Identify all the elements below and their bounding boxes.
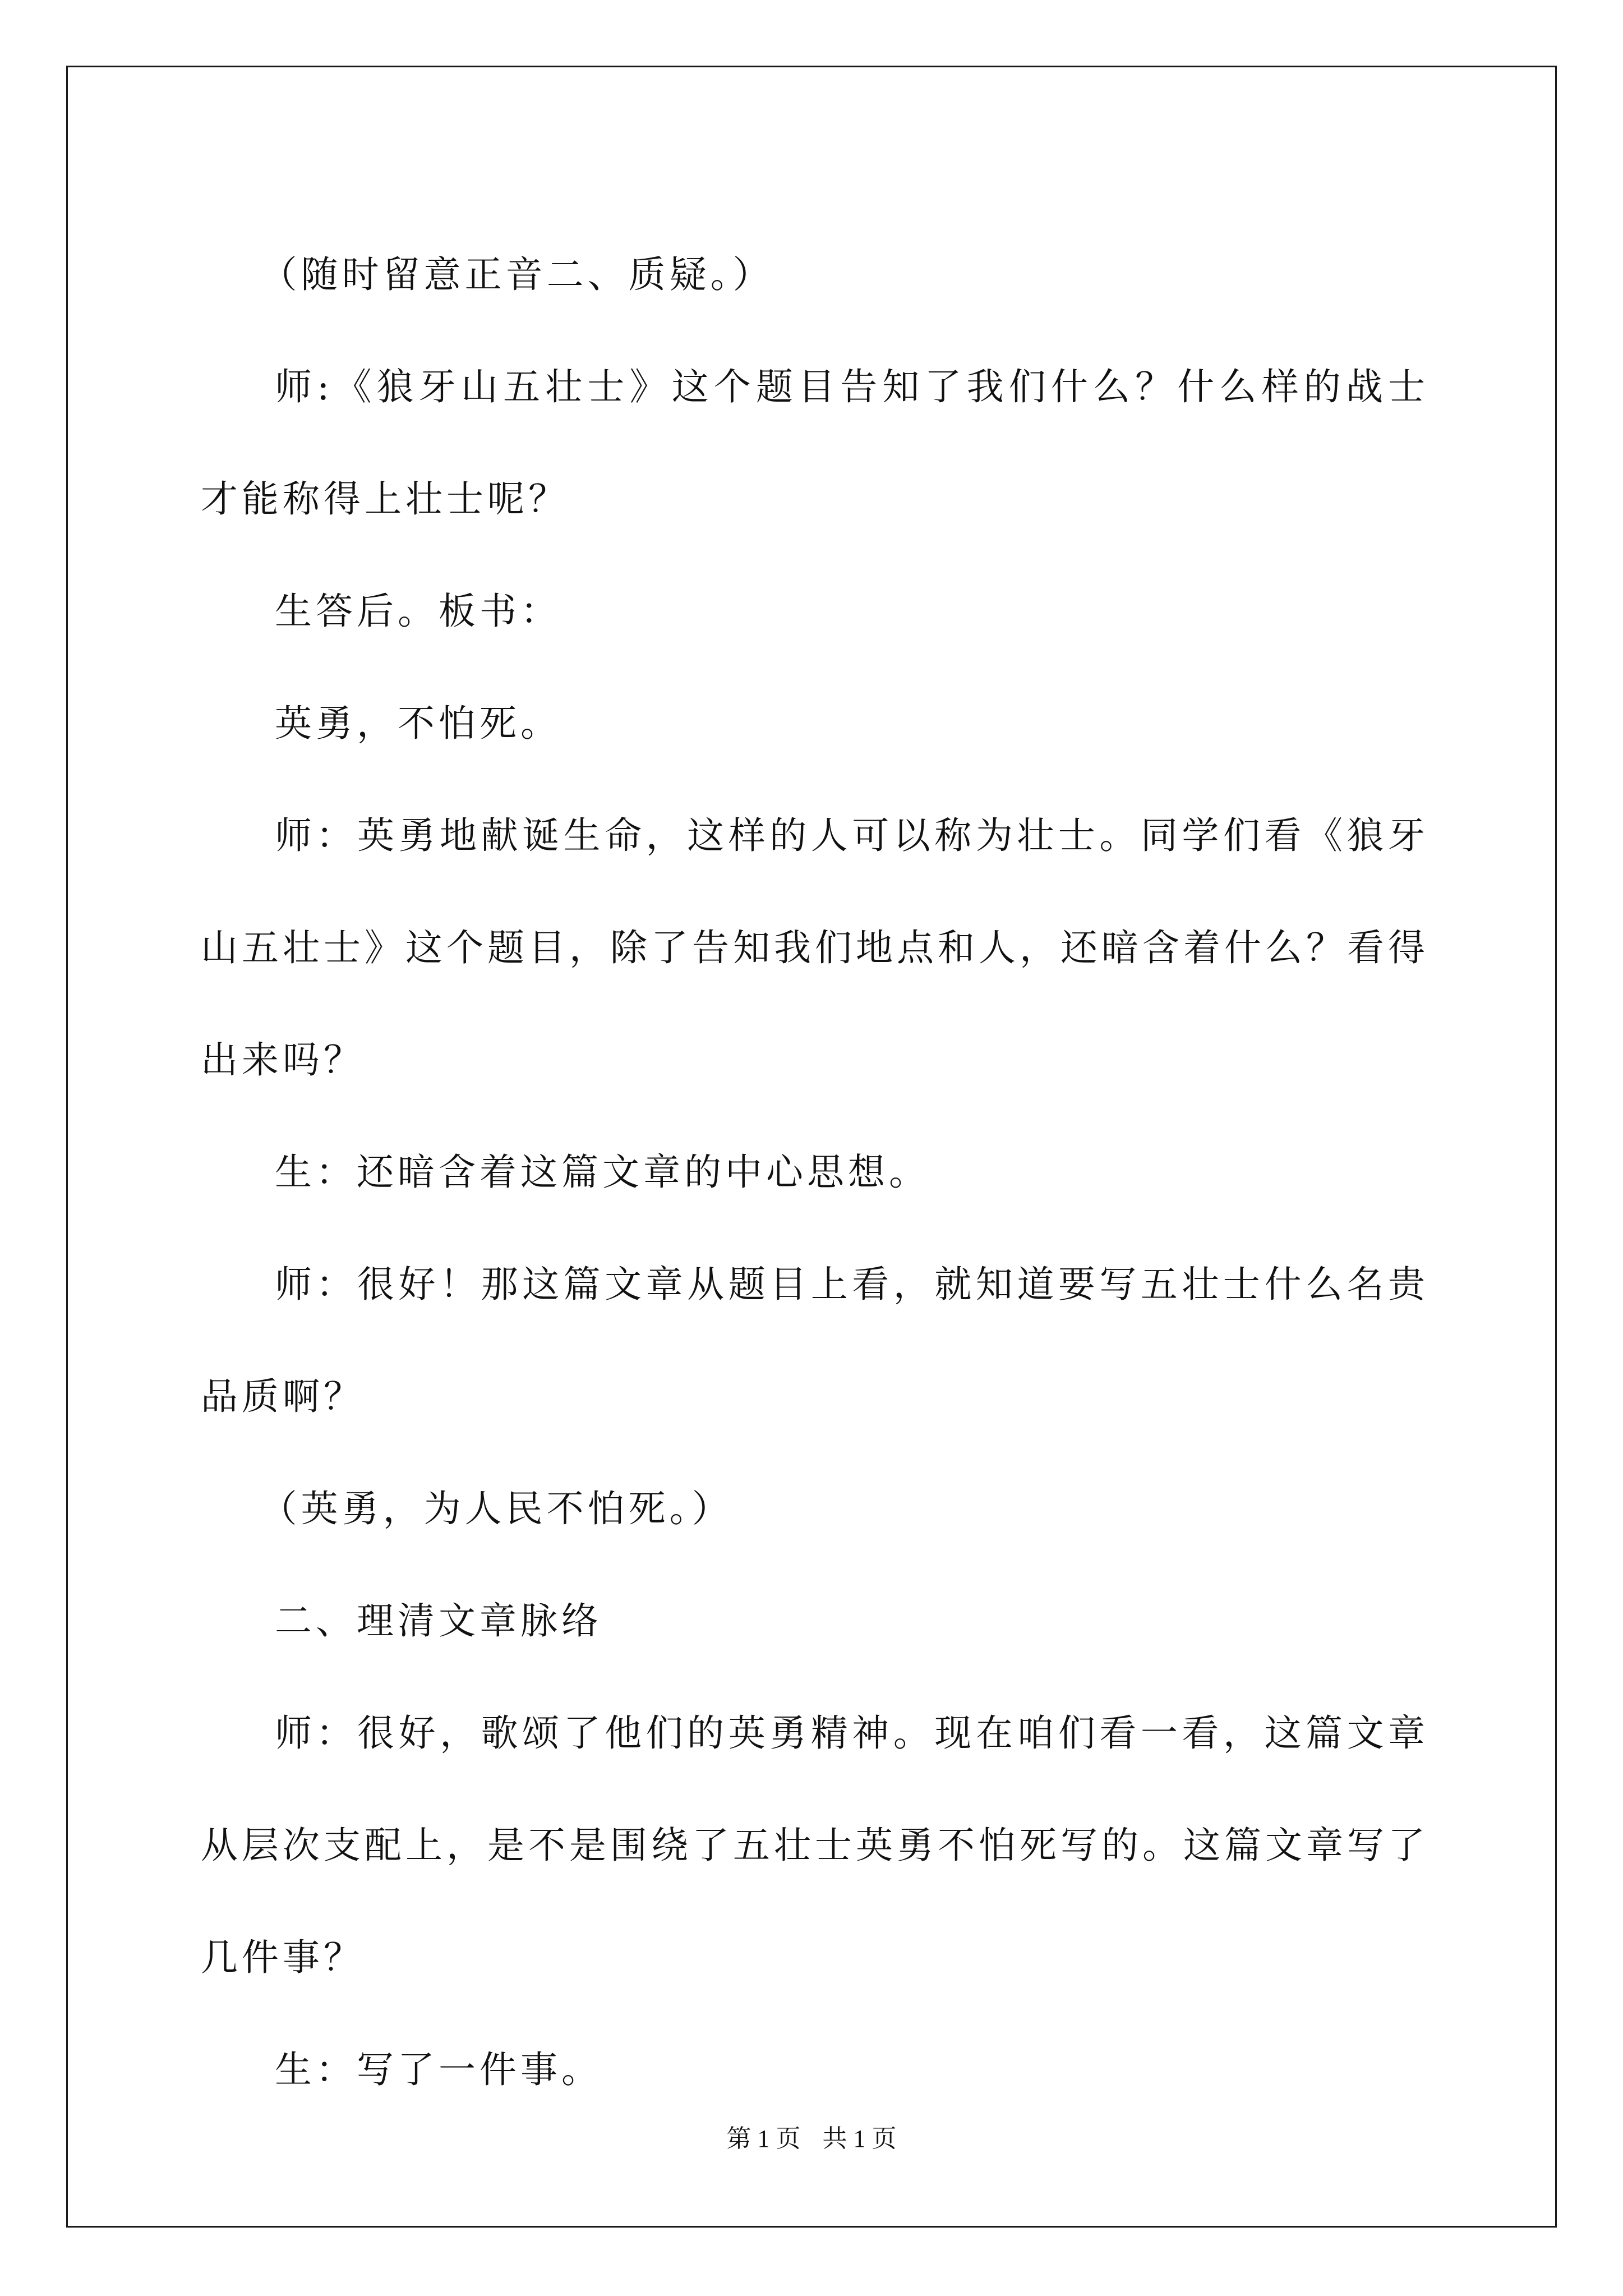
page-total: 共 1 页 [822, 2125, 897, 2152]
paragraph: 生：写了一件事。 [275, 2048, 602, 2091]
paragraph: 生答后。板书： [275, 590, 561, 633]
paragraph: 师:《狼牙山五壮士》这个题目告知了我们什么？什么样的战士才能称得上壮士呢？ [201, 365, 1429, 521]
page-number: 第 1 页 [726, 2125, 801, 2152]
paragraph: （英勇，为人民不怕死。） [260, 1487, 733, 1530]
document-body [201, 219, 1429, 2126]
paragraph: 生：还暗含着这篇文章的中心思想。 [275, 1151, 930, 1194]
page-footer [0, 2118, 1623, 2154]
paragraph: 师：很好，歌颂了他们的英勇精神。现在咱们看一看，这篇文章从层次支配上，是不是围绕了五壮士英勇不怕死写的。这篇文章写了几件事？ [201, 1711, 1429, 1979]
paragraph: 英勇，不怕死。 [275, 702, 561, 745]
paragraph: 师：很好！那这篇文章从题目上看，就知道要写五壮士什么名贵品质啊？ [201, 1263, 1429, 1418]
paragraph: （随时留意正音二、质疑。） [260, 253, 774, 296]
section-heading: 二、理清文章脉络 [275, 1599, 602, 1642]
paragraph: 师：英勇地献诞生命，这样的人可以称为壮士。同学们看《狼牙山五壮士》这个题目，除了告知我们地点和人，还暗含着什么？看得出来吗？ [201, 814, 1429, 1082]
